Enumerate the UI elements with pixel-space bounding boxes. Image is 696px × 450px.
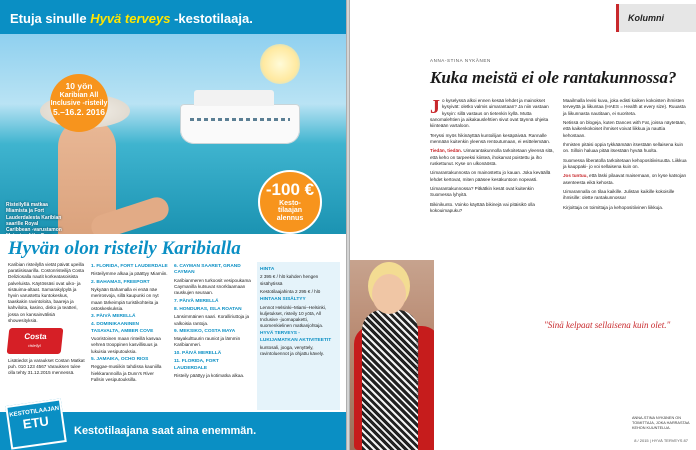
section-label: Kolumni: [616, 4, 696, 32]
discount-amount: -100 €: [265, 180, 315, 199]
discount-label-3: alennus: [276, 215, 304, 223]
left-columns: [8, 262, 340, 410]
photo-caption: ANNA-STINA NYKÄNEN ON TOIMITTAJA, JOKA HARRASTAA KEHON KUUNTELUA.: [632, 416, 690, 430]
photo-credit: KUVA: ANNA-STINA NYKÄNEN: [416, 338, 420, 400]
badge-days: 10 yön: [65, 81, 93, 91]
discount-label-1: Kesto-: [279, 199, 301, 207]
intro-text: Karibian risteilyllä vietät päivät upeilla paratiisisaarilla. Costonristeilijä Costa Deliziosalla nautit korkeatasoisista palveluista. Käytössäsi ovat uiko- ja sisäuima-altaat. Samarakylpylä ja hyvin varustettu kuntokeskus, taaskakin ravintoloita, baareja ja kahviloita, kasino, disko ja teatteri, jossa on kansainvälisiä showesityksiä.: [8, 262, 85, 323]
discount-label-2: tilaajan: [277, 207, 303, 215]
banner-prefix: Etuja sinulle: [10, 11, 87, 26]
left-col-3: 6. CAYMAN SAARET, GRAND CAYMAN Karibianmeren turkoosit vesipoukama Caymanilla kutsuvat snorklaamaan rauskujen seuraan. 7. PÄIVÄ MERELLÄ 8. HONDURAS, ISLA ROATAN Länsimmäinen saari. Koralliriuttoja ja valkoisia rantoja. 9. MEKSIKO, COSTA MAYA Mayakulttuurin rauniot ja lämmin Karibianmeri. 10. PÄIVÄ MERELLÄ 11. FLORIDA, FORT LAUDERDALE Risteily päättyy ja kotimatka alkaa.: [174, 264, 251, 379]
column-text-2: Maailmalla levisi kuva, joka edisti kaiken kokoisten ihmisten terveyttä ja liikuntaa (HAES = Health at every size). Ruuasta ja liikunnasta nautitaan, ei suoriteta. Netissä on blogeja, kuten Dances with Fat, joissa näytetään, että kaikenkokoiset ihmiset voivat liikkua ja nauttia kehostaan. Ihmisten pitäisi oppia tykkäämään itsestään sellaisena kuin on. Silloin haluaa pitää itsestään hyvää huolta. Suomessa liberatolla tarkoitetaan kehopositiivisuutta. Liikkua ja kauppaki- jo voi sellaisena kuin on. Jos tuntuu, että läski pilaavat maisemaan, on kyse katsojan asenteesta eikä kehosta. Uimarannalla on tilaa kaikille. Julistan kaikille kokoisille ihmisille: olette rantakunnossa! Kirjoittaja on toimittaja ja kehopositiivinen liikkuja.: [563, 98, 687, 210]
cruise-badge: [50, 74, 108, 132]
right-page: [350, 0, 696, 450]
badge-name: Karibian All Inclusive -risteily: [50, 91, 108, 107]
author-body: [362, 310, 418, 450]
column-headline: Kuka meistä ei ole rantakunnossa?: [430, 68, 677, 87]
costa-logo: Costa risteilyt: [7, 328, 64, 354]
left-col-1: [8, 262, 85, 410]
left-col-2: 1. FLORIDA, FORT LAUDERDALE Risteilymme alkaa ja päättyy Miamiin. 2. BAHAMAS, FREEPORT Nykyään Bahamalla ei enää näe merirosvoja, sillä kaupunki on nyt maan tärkeimpiä turistikohteita ja ostoskeskuksia. 3. PÄIVÄ MERELLÄ 4. DOMINIKAANINEN TASAVALTA, AMBER COVE Vuoristoinen maan rinteillä kasvaa vehreä trooppinen kasvillisuus ja lukuisia vesiputouksia. 5. JAMAIKA, OCHO RIOS Reggae-musiikin tahdissa kauniilla hiekkarannoilla ja Dunn's River Fallsin vesiputouksilla.: [91, 264, 168, 382]
dropcap: J: [430, 96, 440, 118]
brand-name: Hyvä terveys: [90, 11, 171, 26]
page-footer: 8 / 2015 | HYVÄ TERVEYS 87: [634, 438, 688, 443]
column-body: [430, 98, 688, 438]
badge-dates: 5.–16.2. 2016: [53, 106, 105, 117]
author-head: [372, 274, 406, 314]
left-page: [0, 0, 346, 450]
pull-quote: "Sinä kelpaat sellaisena kuin olet.": [544, 320, 671, 330]
bottom-banner: Kestotilaajana saat aina enemmän.: [0, 412, 346, 450]
top-banner: [0, 0, 346, 34]
subscriber-benefit-badge: KESTOTILAAJAN ETU: [5, 398, 67, 449]
column-text-1: Jo kyselyssä alkoi ennen kesää lehdet ja mainokset kysyivät: oletko valmis uimarantaan? Ja niin vastaan kysyin: sillä vastaus on tietenkin kyllä. Mutta sanomalehtien ja aikakauslehtien sivut ovat täynnä ohjeita kiinteään vartaloon. Teryssi myös hikinäyttää kuntoilijan kesäpäivää. Rannalle mennään kuitenkin yleensä rentoutumaan, ei esittelemään. Tiedän, tiedän. Uimarantakunnolla tarkoitetaan yleensä sitä, että keho on tarpeeksi kiinteä, ihokarvat poistettu ja iho ruskettunut. Kyse on ulkonäöstä. Uimarantakunnosta on mainostettu jo kauan. Joka keväällä lehdet kertovat, miten pääsee kesäkuntoon nopeasti. Uimarantakunnossa? Pitkätkin kesät ovat kuitenkin Suomessa lyhyitä. Bikinikunto. Voinko käyttää bikinejä vai pitäisikö olla kokouimapuku?: [430, 96, 554, 213]
banner-suffix: -kestotilaaja.: [174, 11, 253, 26]
byline: ANNA-STINA NYKÄNEN: [430, 58, 491, 63]
left-headline: Hyvän olon risteily Karibialla: [8, 238, 241, 259]
author-photo: [350, 260, 434, 450]
contact-text: Lisätiedot ja varaukset Costan Matkat puh. 010 123 4567 Varauksen tulee olla tehty 31.12.2015 mennessä.: [8, 357, 85, 376]
price-info-box: HINTA 2 395 € / hlö kahden hengen sisähytissä Kestotilaajahinta 2 295 € / hlö HINTAAN SISÄLTYY Lennot Helsinki–Miami–Helsinki, kuljetukset, risteily 10 yötä, All Inclusive -juomapaketti, suomenkielinen matkanjohtaja. HYVÄ TERVEYS -LUKIJAMATKAN AKTIVITEETIT kuntosali, jooga, venyttely, ravintoluennot ja ohjattu kävely.: [257, 262, 340, 410]
hero-caption: Risteilyllä matkaa Miamista ja Fort Lauderdalesta Karibian saarille Royal Caribbean -varustamon: [6, 202, 62, 233]
sun-glow: [260, 44, 300, 84]
cruise-ship-image: [180, 104, 300, 144]
discount-badge: [258, 170, 322, 234]
